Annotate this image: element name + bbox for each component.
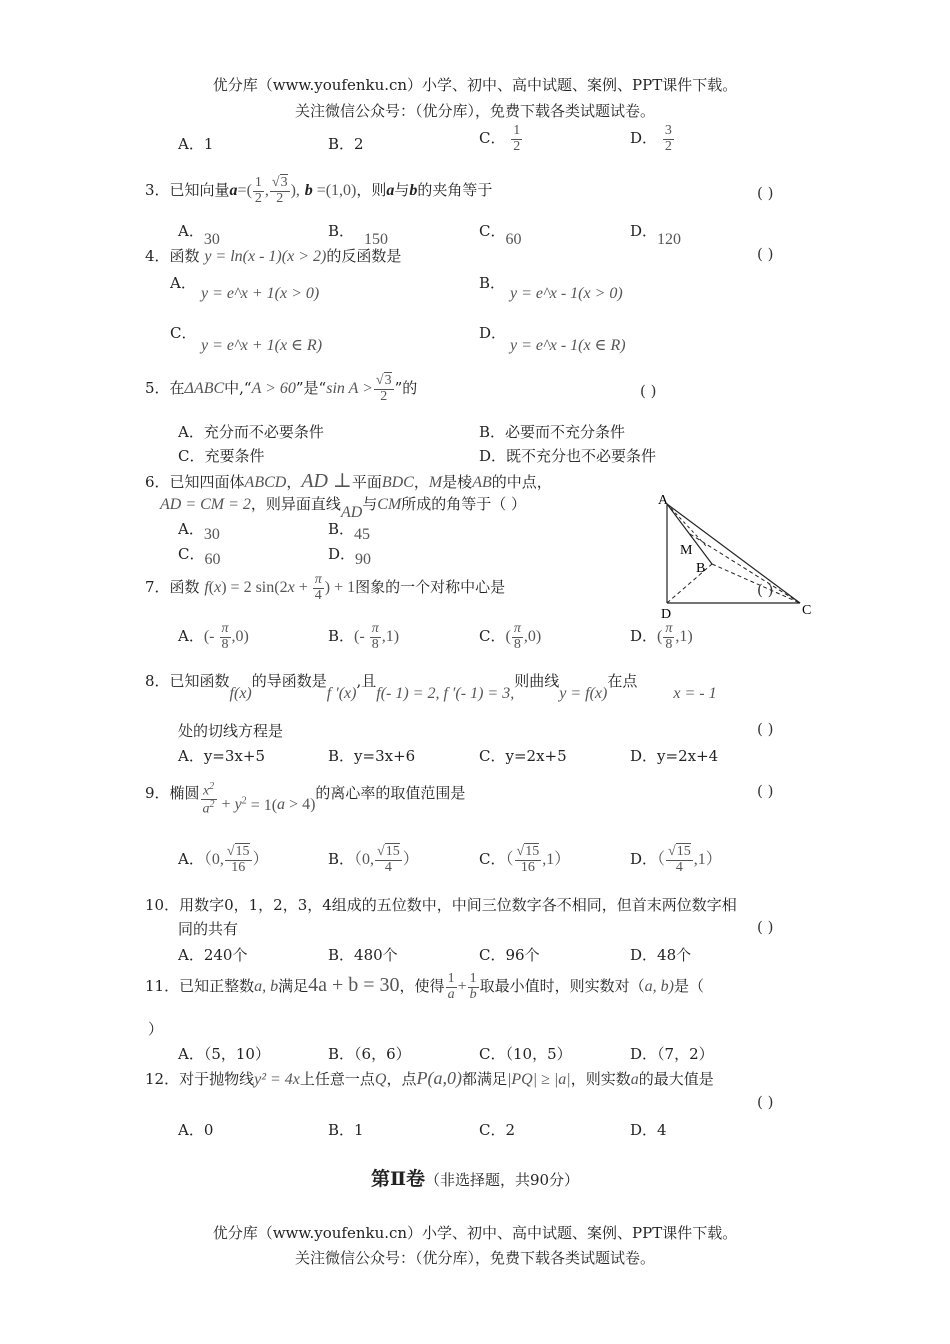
q9-option-c: C．（ $\frac{√15}{16}$ ,1） — [479, 844, 571, 875]
q3-answer-paren: ( ) — [757, 184, 774, 202]
q12-option-a: A．0 — [178, 1121, 214, 1139]
q8-option-c: C．y=2x+5 — [479, 747, 567, 765]
q6-stem-line-2: AD = CM = 2，则异面直线AD与CM所成的角等于（ ） — [160, 495, 527, 521]
q5-cond-2: sin A > — [326, 380, 373, 398]
footer-line-1: 优分库（www.youfenku.cn）小学、初中、高中试题、案例、PPT课件下载。 — [212, 1224, 738, 1242]
q4-option-c: y = e^x + 1(x ∈ R) — [201, 337, 323, 354]
q4-option-b: y = e^x - 1(x > 0) — [510, 285, 623, 302]
q9-option-b: B．（0, $\frac{√15}{4}$ ） — [328, 844, 419, 875]
q5-option-c: C．充要条件 — [178, 447, 265, 465]
q11-option-d: D．（7，2） — [630, 1045, 714, 1063]
section-title: 第Ⅱ卷 — [370, 1168, 425, 1190]
header-line-1: 优分库（www.youfenku.cn）小学、初中、高中试题、案例、PPT课件下载。 — [212, 76, 738, 94]
q8-option-b: B．y=3x+6 — [328, 747, 416, 765]
q6-stem-line-1: 6．已知四面体ABCD，AD ⊥平面BDC，M是棱AB的中点， — [145, 470, 552, 492]
q6-option-d: D．90 — [328, 545, 372, 568]
label-b: B — [696, 561, 706, 576]
q3-value-d: 120 — [657, 231, 682, 248]
q10-option-b: B．480个 — [328, 946, 398, 964]
q9-option-d: D．（ $\frac{√15}{4}$ ,1） — [630, 844, 722, 875]
q6-option-c: C．60 — [178, 545, 221, 568]
q3-option-c: C．60 — [479, 222, 522, 248]
q1-d-num: 3 — [664, 123, 672, 138]
q3-value-c: 60 — [505, 231, 522, 248]
header-line-2: 关注微信公众号：（优分库），免费下载各类试题试卷。 — [294, 102, 655, 120]
q4-option-c-label: C． — [170, 324, 197, 342]
q11-stem: 11．已知正整数a, b满足4a + b = 30，使得 $\frac{1}{a}$ + $\frac{1}{b}$ 取最小值时，则实数对（a, b)是（ — [145, 971, 704, 1002]
q4-option-d-label: D． — [479, 324, 507, 342]
q12-option-c: C．2 — [479, 1121, 516, 1139]
q1-option-c-label: C． — [479, 129, 506, 148]
q3-post: 的夹角等于 — [417, 181, 493, 200]
q4-answer-paren: ( ) — [757, 245, 774, 263]
q8-stem-line-1: 8．已知函数f(x)的导函数是f ′(x),且f(- 1) = 2, f ′(- 1) = 3,则曲线y = f(x)在点x = - 1 — [145, 672, 717, 702]
q7-option-d: D．( $\frac{\pi}{8}$ ,1) — [630, 621, 693, 652]
q12-stem: 12．对于抛物线y² = 4x上任意一点Q，点P(a,0)都满足|PQ| ≥ |a|，则实数a的最大值是 — [145, 1068, 714, 1088]
q1-option-c — [479, 124, 523, 154]
q9-option-a: A．（0, $\frac{√15}{16}$ ） — [178, 844, 269, 875]
q6-option-b: B．45 — [328, 520, 371, 543]
q3-mid: ，则 — [356, 181, 387, 200]
q1-c-den: 2 — [513, 138, 521, 154]
q4-option-a-label: A． — [170, 274, 196, 292]
q5-triangle: ΔABC — [184, 380, 225, 398]
q1-c-num: 1 — [513, 123, 521, 138]
q3-and: 与 — [394, 181, 410, 200]
q6-option-a: A．30 — [178, 520, 220, 543]
q4-stem: 4．函数 y = ln(x - 1)(x > 2)的反函数是 — [145, 247, 402, 265]
q4-option-d: y = e^x - 1(x ∈ R) — [510, 337, 626, 354]
label-d: D — [661, 607, 672, 620]
label-m: M — [680, 543, 693, 558]
q5-option-b: B．必要而不充分条件 — [479, 423, 626, 441]
q1-option-a: A．1 — [178, 135, 214, 153]
q12-option-d: D．4 — [630, 1121, 667, 1139]
q11-option-b: B．（6，6） — [328, 1045, 411, 1063]
q3-option-b: B． 150 — [328, 222, 389, 248]
footer-line-2: 关注微信公众号：（优分库），免费下载各类试题试卷。 — [294, 1249, 655, 1267]
label-c: C — [802, 603, 812, 618]
q8-stem-line-2: 处的切线方程是 — [178, 722, 284, 740]
q12-answer-paren: ( ) — [757, 1093, 774, 1111]
q8-option-a: A．y=3x+5 — [178, 747, 265, 765]
section-heading — [0, 1164, 950, 1191]
q7-option-b: B．(- $\frac{\pi}{8}$ ,1) — [328, 621, 400, 652]
q8-answer-paren: ( ) — [757, 720, 774, 738]
q7-option-c: C．( $\frac{\pi}{8}$ ,0) — [479, 621, 542, 652]
q11-option-a: A．（5，10） — [178, 1045, 270, 1063]
q4-option-a: y = e^x + 1(x > 0) — [201, 285, 320, 302]
q10-stem-line-1: 10．用数字0，1，2，3，4组成的五位数中，中间三位数字各不相同，但首末两位数字相 — [145, 896, 737, 914]
q5-answer-paren: ( ) — [640, 382, 657, 400]
auxiliary-line — [667, 504, 708, 548]
q4-expr: y = ln(x - 1)(x > 2) — [204, 248, 327, 265]
q8-option-d: D．y=2x+4 — [630, 747, 719, 765]
q7-answer-paren: ( ) — [757, 581, 774, 599]
q11-stem-close: ） — [148, 1020, 164, 1038]
q10-option-c: C．96个 — [479, 946, 540, 964]
q10-answer-paren: ( ) — [757, 918, 774, 936]
q3-option-a: A．30 — [178, 222, 220, 248]
q7-stem: 7．函数 f(x) = 2 sin(2x + $\frac{\pi}{4}$ ) + 1图象的一个对称中心是 — [145, 572, 506, 603]
q3-pre: 3．已知向量 — [145, 181, 230, 200]
tetrahedron-figure — [652, 490, 822, 620]
q1-d-den: 2 — [664, 138, 672, 154]
q1-option-d — [630, 124, 675, 154]
q4-option-b-label: B． — [479, 274, 506, 292]
q10-option-a: A．240个 — [178, 946, 248, 964]
q5-option-d: D．既不充分也不必要条件 — [479, 447, 657, 465]
q9-answer-paren: ( ) — [757, 782, 774, 800]
section-note: （非选择题，共90分） — [424, 1171, 580, 1189]
q11-option-c: C．（10，5） — [479, 1045, 572, 1063]
q5-option-a: A．充分而不必要条件 — [178, 423, 324, 441]
q12-option-b: B．1 — [328, 1121, 364, 1139]
q3-stem: 3．已知向量a=( $\frac{1}{2}$ , $\frac{√3}{2}$ ), b =(1,0)，则a与b的夹角等于 — [145, 175, 493, 206]
q1-option-d-label: D． — [630, 129, 658, 148]
label-a: A — [658, 493, 669, 508]
q10-option-d: D．48个 — [630, 946, 692, 964]
q3-option-d: D．120 — [630, 222, 682, 248]
q10-stem-line-2: 同的共有 — [178, 920, 239, 938]
q7-option-a: A．(- $\frac{\pi}{8}$ ,0) — [178, 621, 249, 652]
q3-value-a: 30 — [203, 231, 220, 248]
q9-stem: 9．椭圆 $\frac{x^2}{a^2}$ + $y^2 = 1(a > 4)$的离心率的取值范围是 — [145, 781, 466, 817]
q3-value-b: 150 — [364, 231, 389, 248]
q1-option-b: B．2 — [328, 135, 364, 153]
q5-stem: 5．在ΔABC中,“A > 60”是“sin A > $\frac{√3}{2}$ ”的 — [145, 373, 418, 404]
q5-cond-1: A > 60 — [251, 380, 296, 398]
